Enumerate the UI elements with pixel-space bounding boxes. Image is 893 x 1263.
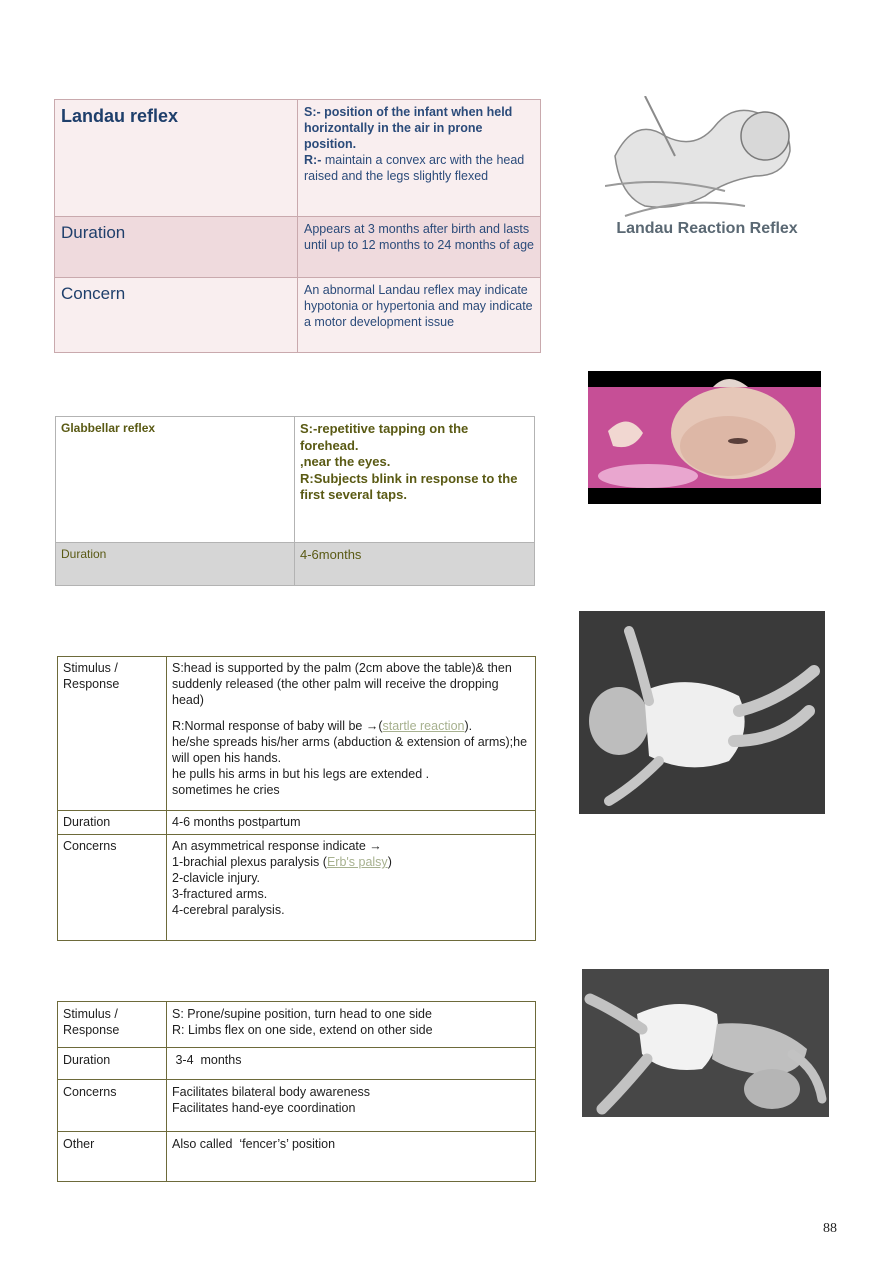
- glabellar-line: S:-repetitive tapping on the forehead.: [300, 421, 469, 453]
- concern1-suffix: ): [387, 855, 392, 869]
- moro-duration-label: Duration: [58, 811, 167, 835]
- stimulus-prefix: S:-: [304, 105, 321, 119]
- atnr-photo: [582, 969, 829, 1117]
- atnr-concern-line: Facilitates bilateral body awareness: [172, 1085, 371, 1099]
- atnr-reflex-table: [57, 1001, 536, 1182]
- table-row: [58, 1132, 536, 1182]
- glabellar-stimulus-response: [295, 417, 535, 543]
- landau-stimulus-response-cell: [298, 100, 541, 217]
- table-row: [58, 835, 536, 941]
- table-row: [58, 811, 536, 835]
- table-row: [56, 417, 535, 543]
- moro-concerns-intro: An asymmetrical response indicate →: [172, 839, 382, 853]
- moro-concern-line: 3-fractured arms.: [172, 887, 268, 901]
- glabellar-duration-label: Duration: [56, 543, 295, 586]
- moro-stimulus-label: Stimulus / Response: [58, 657, 167, 811]
- landau-duration: Appears at 3 months after birth and lasts until up to 12 months to 24 months of age: [298, 217, 541, 278]
- moro-response-line: sometimes he cries: [172, 783, 280, 797]
- atnr-concern-line: Facilitates hand-eye coordination: [172, 1101, 356, 1115]
- startle-reaction-link[interactable]: startle reaction: [382, 719, 465, 733]
- moro-reflex-image: [579, 611, 825, 814]
- table-row: [58, 1002, 536, 1048]
- landau-title-cell: [55, 100, 298, 217]
- table-row: [55, 217, 541, 278]
- moro-stimulus-response: [167, 657, 536, 811]
- landau-concern: An abnormal Landau reflex may indicate hypotonia or hypertonia and may indicate a motor development issue: [298, 278, 541, 353]
- erbs-palsy-link[interactable]: Erb's palsy: [326, 855, 388, 869]
- atnr-other: Also called ‘fencer’s’ position: [167, 1132, 536, 1182]
- landau-title: Landau reflex: [61, 106, 179, 126]
- glabellar-reflex-table: [55, 416, 535, 586]
- atnr-duration: 3-4 months: [167, 1048, 536, 1080]
- landau-image-caption: Landau Reaction Reflex: [616, 220, 798, 237]
- landau-reflex-image: [605, 96, 809, 246]
- atnr-stimulus-response: [167, 1002, 536, 1048]
- moro-response-suffix: ).: [464, 719, 473, 733]
- atnr-stimulus-label: Stimulus / Response: [58, 1002, 167, 1048]
- landau-reflex-table: [54, 99, 541, 353]
- glabellar-title: Glabbellar reflex: [56, 417, 295, 543]
- moro-concerns: [167, 835, 536, 941]
- moro-response-line: he pulls his arms in but his legs are extended .: [172, 767, 430, 781]
- landau-stimulus: position of the infant when held horizontally in the air in prone position.: [304, 105, 513, 151]
- table-row: [58, 1048, 536, 1080]
- glabellar-line: R:Subjects blink in response to the first several taps.: [300, 470, 518, 502]
- table-row: [55, 278, 541, 353]
- page-number: 88: [823, 1221, 837, 1236]
- concern1-prefix: 1-brachial plexus paralysis (: [172, 855, 327, 869]
- table-row: [58, 1080, 536, 1132]
- moro-response: [172, 718, 530, 734]
- table-row: [55, 100, 541, 217]
- moro-concern-1: [172, 854, 530, 870]
- moro-response-prefix: R:Normal response of baby will be →(: [172, 719, 383, 733]
- moro-concern-line: 2-clavicle injury.: [172, 871, 260, 885]
- moro-response-line: he/she spreads his/her arms (abduction & extension of arms);he will open his hands.: [172, 735, 528, 765]
- landau-duration-label: Duration: [55, 217, 298, 278]
- moro-concern-line: 4-cerebral paralysis.: [172, 903, 285, 917]
- atnr-duration-label: Duration: [58, 1048, 167, 1080]
- atnr-concerns-label: Concerns: [58, 1080, 167, 1132]
- atnr-other-label: Other: [58, 1132, 167, 1182]
- table-row: [56, 543, 535, 586]
- glabellar-reflex-image: [588, 371, 821, 504]
- atnr-response: R: Limbs flex on one side, extend on other side: [172, 1023, 433, 1037]
- moro-reflex-table: [57, 656, 536, 941]
- moro-duration: 4-6 months postpartum: [167, 811, 536, 835]
- glabellar-photo: [588, 371, 821, 504]
- moro-concerns-label: Concerns: [58, 835, 167, 941]
- atnr-reflex-image: [582, 969, 829, 1117]
- glabellar-duration: 4-6months: [295, 543, 535, 586]
- atnr-concerns: [167, 1080, 536, 1132]
- moro-photo: [579, 611, 825, 814]
- glabellar-line: ,near the eyes.: [300, 454, 391, 469]
- landau-illustration: [605, 96, 809, 220]
- atnr-stimulus: S: Prone/supine position, turn head to one side: [172, 1007, 432, 1021]
- table-row: [58, 657, 536, 811]
- landau-concern-label: Concern: [55, 278, 298, 353]
- moro-stimulus: S:head is supported by the palm (2cm above the table)& then suddenly released (the other palm will receive the dropping head): [172, 661, 512, 707]
- landau-response: maintain a convex arc with the head raised and the legs slightly flexed: [304, 153, 525, 183]
- response-prefix: R:-: [304, 153, 322, 167]
